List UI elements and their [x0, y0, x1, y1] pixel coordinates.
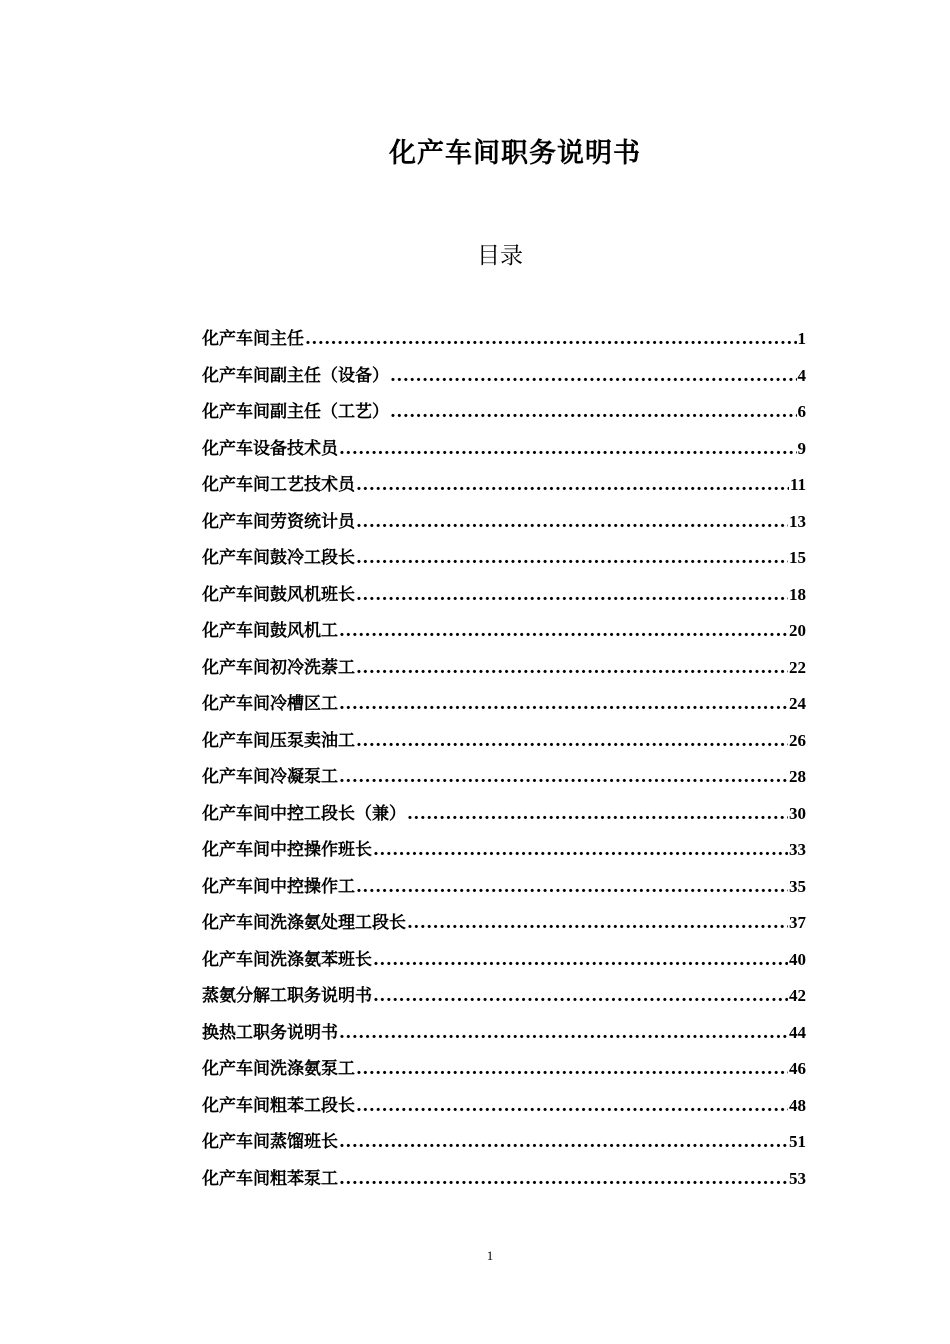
toc-entry-label: 化产车间副主任（设备）: [202, 365, 389, 386]
toc-entry[interactable]: [202, 358, 806, 395]
toc-dot-leader: [356, 650, 788, 687]
toc-entry-label: 化产车间压泵卖油工: [202, 730, 355, 751]
toc-entry-label: 化产车间中控操作班长: [202, 840, 372, 860]
toc-dot-leader: [356, 467, 789, 504]
toc-entry-label: 化产车间鼓冷工段长: [202, 548, 355, 568]
toc-entry-label: 化产车间冷槽区工: [202, 694, 338, 714]
toc-dot-leader: [356, 1051, 788, 1088]
toc-entry-label: 化产车间主任: [202, 329, 304, 349]
toc-entry[interactable]: [202, 504, 806, 541]
toc-entry[interactable]: [202, 650, 806, 687]
toc-entry-label: 化产车设备技术员: [202, 438, 338, 459]
toc-entry-page: 46: [789, 1059, 806, 1078]
toc-entry[interactable]: [202, 613, 806, 650]
toc-entry[interactable]: [202, 431, 806, 468]
toc-entry[interactable]: [202, 1015, 806, 1052]
toc-entry[interactable]: [202, 796, 806, 833]
toc-entry[interactable]: [202, 832, 806, 869]
toc-entry-page: 28: [789, 767, 806, 786]
toc-dot-leader: [339, 1015, 788, 1052]
toc-heading: 目录: [477, 243, 523, 269]
toc-entry-page: 22: [789, 657, 806, 677]
page-number: 1: [486, 1248, 494, 1263]
toc-entry-label: 化产车间蒸馏班长: [202, 1132, 338, 1152]
toc-dot-leader: [356, 577, 788, 614]
toc-entry-page: 15: [789, 548, 806, 567]
toc-entry[interactable]: [202, 1124, 806, 1161]
toc-entry-page: 33: [789, 840, 806, 859]
toc-dot-leader: [339, 686, 788, 723]
toc-entry-page: 51: [789, 1132, 806, 1151]
toc-entry-label: 化产车间粗苯泵工: [202, 1168, 338, 1189]
toc-dot-leader: [407, 905, 788, 942]
toc-entry-label: 化产车间冷凝泵工: [202, 767, 338, 787]
document-title: 化产车间职务说明书: [389, 138, 641, 169]
toc-dot-leader: [390, 394, 797, 431]
toc-entry-page: 53: [789, 1168, 806, 1188]
toc-entry-label: 化产车间中控工段长（兼）: [202, 803, 406, 824]
toc-dot-leader: [339, 613, 788, 650]
toc-entry-label: 化产车间中控操作工: [202, 876, 355, 897]
toc-entry-page: 6: [797, 402, 806, 421]
toc-dot-leader: [356, 504, 788, 541]
toc-dot-leader: [339, 759, 788, 796]
toc-entry[interactable]: [202, 942, 806, 979]
toc-entry-label: 化产车间粗苯工段长: [202, 1095, 355, 1116]
toc-entry-page: 37: [789, 913, 806, 932]
toc-entry-page: 44: [789, 1022, 806, 1042]
toc-entry[interactable]: [202, 686, 806, 723]
toc-entry-page: 18: [789, 584, 806, 604]
toc-dot-leader: [407, 796, 788, 833]
toc-entry[interactable]: [202, 869, 806, 906]
toc-entry-label: 化产车间工艺技术员: [202, 475, 355, 495]
toc-entry-page: 30: [789, 803, 806, 823]
toc-dot-leader: [373, 978, 788, 1015]
toc-dot-leader: [356, 540, 788, 577]
toc-entry-label: 化产车间洗涤氨泵工: [202, 1059, 355, 1079]
toc-entry[interactable]: [202, 1088, 806, 1125]
toc-entry-label: 蒸氨分解工职务说明书: [202, 986, 372, 1006]
toc-entry-label: 化产车间初冷洗萘工: [202, 657, 355, 678]
toc-entry-page: 4: [797, 365, 806, 385]
toc-entry-label: 化产车间洗涤氨处理工段长: [202, 913, 406, 933]
toc-entry-label: 化产车间洗涤氨苯班长: [202, 949, 372, 970]
toc-entry[interactable]: [202, 321, 806, 358]
toc-entry[interactable]: [202, 467, 806, 504]
toc-entry[interactable]: [202, 394, 806, 431]
toc-dot-leader: [356, 723, 788, 760]
toc-dot-leader: [373, 942, 788, 979]
toc-entry-page: 35: [789, 876, 806, 896]
toc-entry[interactable]: [202, 905, 806, 942]
toc-entry-label: 换热工职务说明书: [202, 1022, 338, 1043]
toc-entry-label: 化产车间副主任（工艺）: [202, 402, 389, 422]
toc-entry-page: 48: [789, 1095, 806, 1115]
toc-entry[interactable]: [202, 759, 806, 796]
toc-entry-page: 20: [789, 621, 806, 640]
toc-entry-page: 24: [789, 694, 806, 713]
toc-entry[interactable]: [202, 1051, 806, 1088]
toc-entry[interactable]: [202, 978, 806, 1015]
toc-entry-page: 42: [789, 986, 806, 1005]
toc-dot-leader: [356, 1088, 788, 1125]
table-of-contents: [202, 321, 806, 1197]
toc-dot-leader: [305, 321, 797, 358]
toc-dot-leader: [339, 1161, 788, 1198]
toc-entry[interactable]: [202, 540, 806, 577]
toc-entry-page: 13: [789, 511, 806, 531]
toc-dot-leader: [356, 869, 788, 906]
toc-entry-page: 9: [797, 438, 806, 458]
toc-dot-leader: [339, 431, 797, 468]
toc-entry-label: 化产车间鼓风机工: [202, 621, 338, 641]
toc-dot-leader: [339, 1124, 788, 1161]
toc-entry[interactable]: [202, 723, 806, 760]
toc-entry-page: 26: [789, 730, 806, 750]
toc-entry-page: 1: [797, 329, 806, 348]
toc-dot-leader: [373, 832, 788, 869]
toc-entry-label: 化产车间鼓风机班长: [202, 584, 355, 605]
toc-dot-leader: [390, 358, 797, 395]
toc-entry-label: 化产车间劳资统计员: [202, 511, 355, 532]
toc-entry[interactable]: [202, 1161, 806, 1198]
toc-entry[interactable]: [202, 577, 806, 614]
toc-entry-page: 40: [789, 949, 806, 969]
toc-entry-page: 11: [789, 475, 806, 494]
